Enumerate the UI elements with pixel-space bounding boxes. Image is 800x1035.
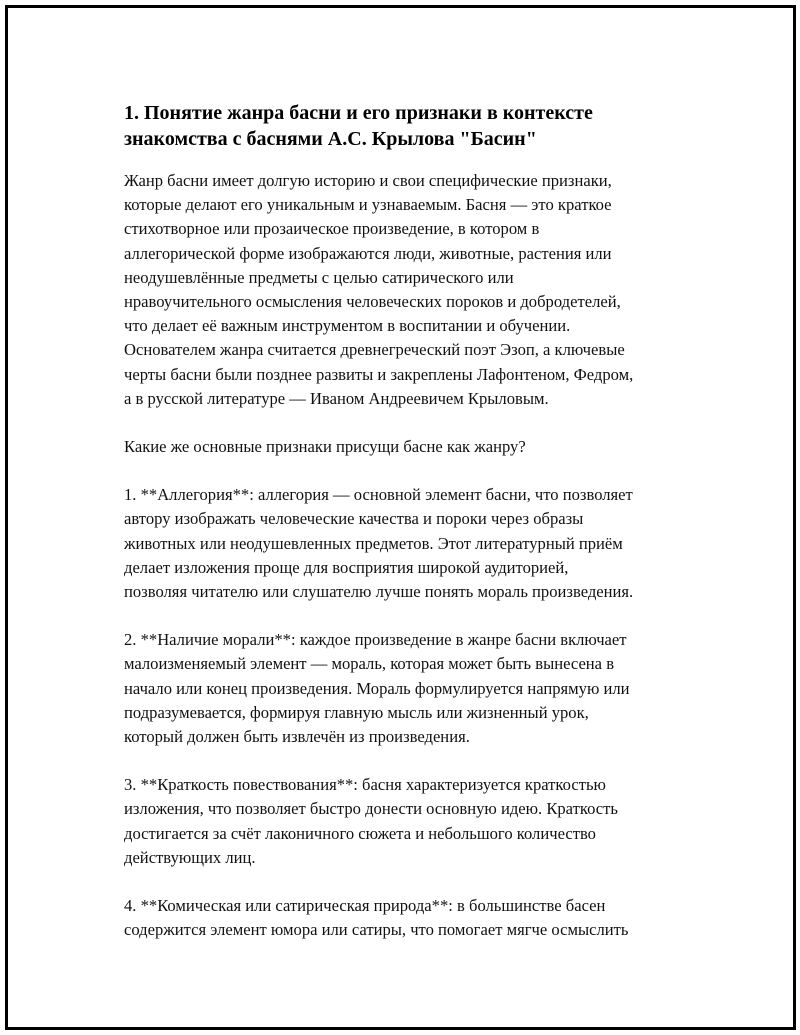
text-line: подразумевается, формируя главную мысль или жизненный урок, bbox=[124, 702, 589, 722]
text-line: который должен быть извлечён из произведения. bbox=[124, 727, 470, 747]
text-line: действующих лиц. bbox=[124, 847, 256, 867]
text-line: черты басни были позднее развиты и закреплены Лафонтеном, Федром, bbox=[124, 364, 634, 384]
item-comic-paragraph bbox=[124, 894, 714, 942]
text-line: аллегорической форме изображаются люди, животные, растения или bbox=[124, 243, 612, 263]
text-line: начало или конец произведения. Мораль формулируется напрямую или bbox=[124, 678, 630, 698]
heading-line: 1. Понятие жанра басни и его признаки в контексте bbox=[124, 102, 593, 124]
item-brevity-paragraph bbox=[124, 773, 714, 870]
text-line: что делает её важным инструментом в воспитании и обучении. bbox=[124, 316, 571, 336]
text-line: достигается за счёт лаконичного сюжета и небольшого количество bbox=[124, 823, 596, 843]
text-line: 2. **Наличие морали**: каждое произведение в жанре басни включает bbox=[124, 630, 627, 650]
text-line: делает изложения проще для восприятия широкой аудиторией, bbox=[124, 557, 569, 577]
text-line: стихотворное или прозаическое произведение, в котором в bbox=[124, 219, 540, 239]
page-frame bbox=[5, 5, 796, 1030]
section-heading bbox=[124, 100, 714, 152]
text-line: а в русской литературе — Иваном Андреевичем Крыловым. bbox=[124, 388, 549, 408]
item-moral-paragraph bbox=[124, 628, 714, 749]
text-line: неодушевлённые предметы с целью сатирического или bbox=[124, 267, 514, 287]
text-line: автору изображать человеческие качества и пороки через образы bbox=[124, 509, 584, 529]
text-line: 1. **Аллегория**: аллегория — основной элемент басни, что позволяет bbox=[124, 485, 633, 505]
text-line: изложения, что позволяет быстро донести основную идею. Краткость bbox=[124, 799, 618, 819]
text-line: Жанр басни имеет долгую историю и свои специфические признаки, bbox=[124, 171, 612, 190]
heading-line: знакомства с баснями А.С. Крылова "Басин" bbox=[124, 128, 537, 150]
intro-paragraph bbox=[124, 169, 714, 411]
text-line: нравоучительного осмысления человеческих пороков и добродетелей, bbox=[124, 292, 621, 312]
question-paragraph bbox=[124, 435, 714, 459]
document-body bbox=[124, 100, 714, 966]
text-line: 3. **Краткость повествования**: басня характеризуется краткостью bbox=[124, 775, 606, 795]
text-line: позволяя читателю или слушателю лучше понять мораль произведения. bbox=[124, 582, 634, 602]
item-allegory-paragraph bbox=[124, 483, 714, 604]
text-line: содержится элемент юмора или сатиры, что помогает мягче осмыслить bbox=[124, 920, 629, 940]
text-line: малоизменяемый элемент — мораль, которая может быть вынесена в bbox=[124, 654, 615, 674]
text-line: 4. **Комическая или сатирическая природа**: в большинстве басен bbox=[124, 896, 606, 916]
text-line: Какие же основные признаки присущи басне как жанру? bbox=[124, 437, 526, 457]
text-line: которые делают его уникальным и узнаваемым. Басня — это краткое bbox=[124, 195, 612, 215]
text-line: Основателем жанра считается древнегреческий поэт Эзоп, а ключевые bbox=[124, 340, 625, 360]
text-line: животных или неодушевленных предметов. Этот литературный приём bbox=[124, 533, 623, 553]
